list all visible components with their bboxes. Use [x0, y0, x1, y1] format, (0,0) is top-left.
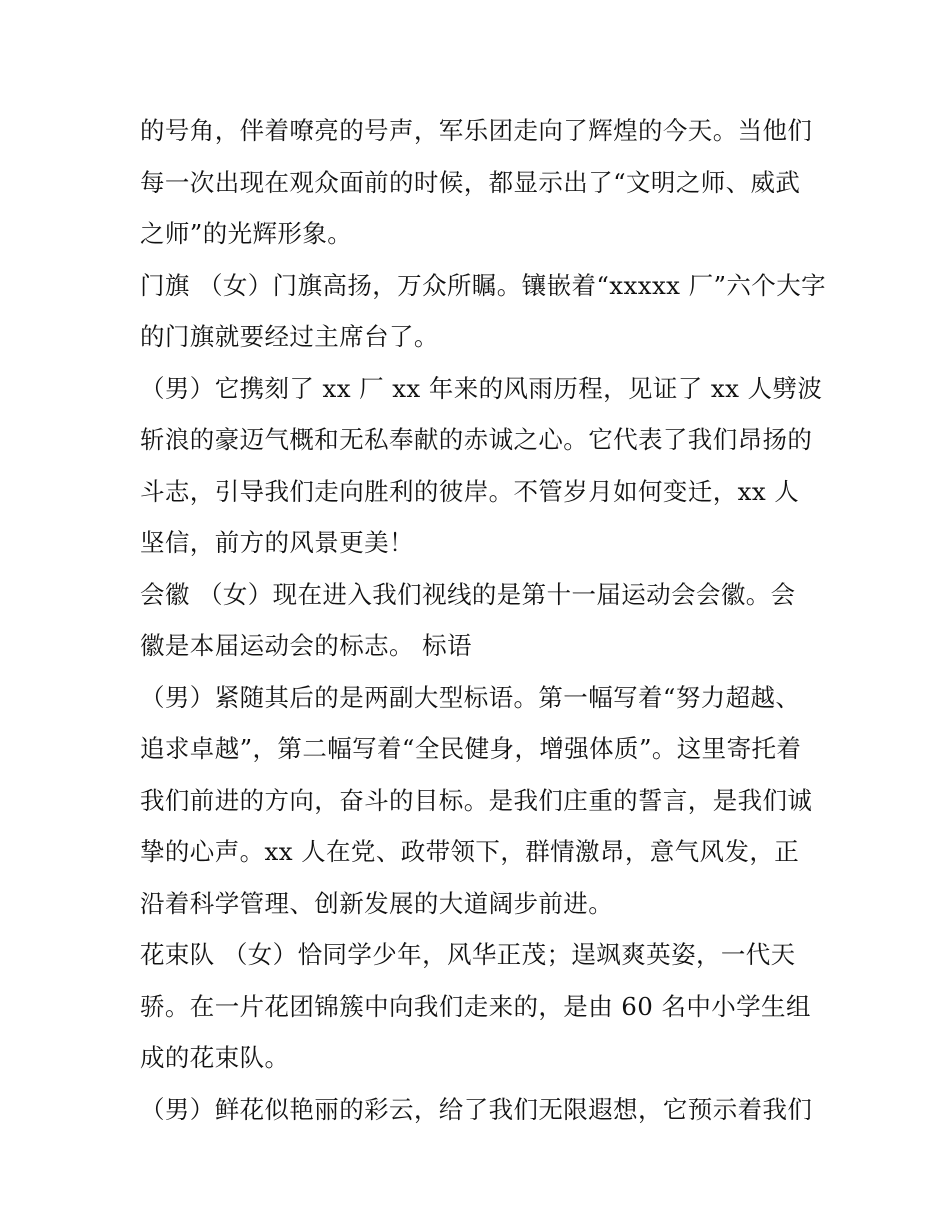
- text-line: 徽是本届运动会的标志。 标语: [140, 631, 472, 660]
- text-line: （男）鲜花似艳丽的彩云，给了我们无限遐想，它预示着我们: [140, 1094, 813, 1124]
- text-line: （男）紧随其后的是两副大型标语。第一幅写着“努力超越、: [140, 682, 801, 712]
- text-line: 挚的心声。xx 人在党、政带领下，群情激昂，意气风发，正: [140, 837, 800, 866]
- text-line: 斗志，引导我们走向胜利的彼岸。不管岁月如何变迁，xx 人: [140, 476, 800, 506]
- text-line: 会徽 （女）现在进入我们视线的是第十一届运动会会徽。会: [140, 579, 796, 609]
- text-line: 沿着科学管理、创新发展的大道阔步前进。: [140, 888, 614, 918]
- text-line: 斩浪的豪迈气概和无私奉献的赤诚之心。它代表了我们昂扬的: [140, 425, 813, 454]
- text-line: 花束队 （女）恰同学少年，风华正茂；逞飒爽英姿，一代天: [140, 940, 796, 969]
- text-line: 之师”的光辉形象。: [140, 219, 353, 248]
- text-line: 追求卓越”，第二幅写着“全民健身，增强体质”。这里寄托着: [140, 734, 802, 763]
- text-line: 骄。在一片花团锦簇中向我们走来的，是由 60 名中小学生组: [140, 991, 811, 1021]
- text-line: （男）它携刻了 xx 厂 xx 年来的风雨历程，见证了 xx 人劈波: [140, 373, 823, 403]
- text-line: 我们前进的方向，奋斗的目标。是我们庄重的誓言，是我们诚: [140, 785, 813, 815]
- text-line: 坚信，前方的风景更美！: [140, 528, 414, 557]
- text-line: 的门旗就要经过主席台了。: [140, 322, 439, 351]
- text-line: 门旗 （女）门旗高扬，万众所瞩。镶嵌着“xxxxx 厂”六个大字: [140, 270, 827, 300]
- text-line: 每一次出现在观众面前的时候，都显示出了“文明之师、威武: [140, 167, 801, 197]
- document-body: [140, 105, 827, 1135]
- text-line: 的号角，伴着嘹亮的号声，军乐团走向了辉煌的今天。当他们: [140, 116, 813, 145]
- text-line: 成的花束队。: [140, 1043, 290, 1072]
